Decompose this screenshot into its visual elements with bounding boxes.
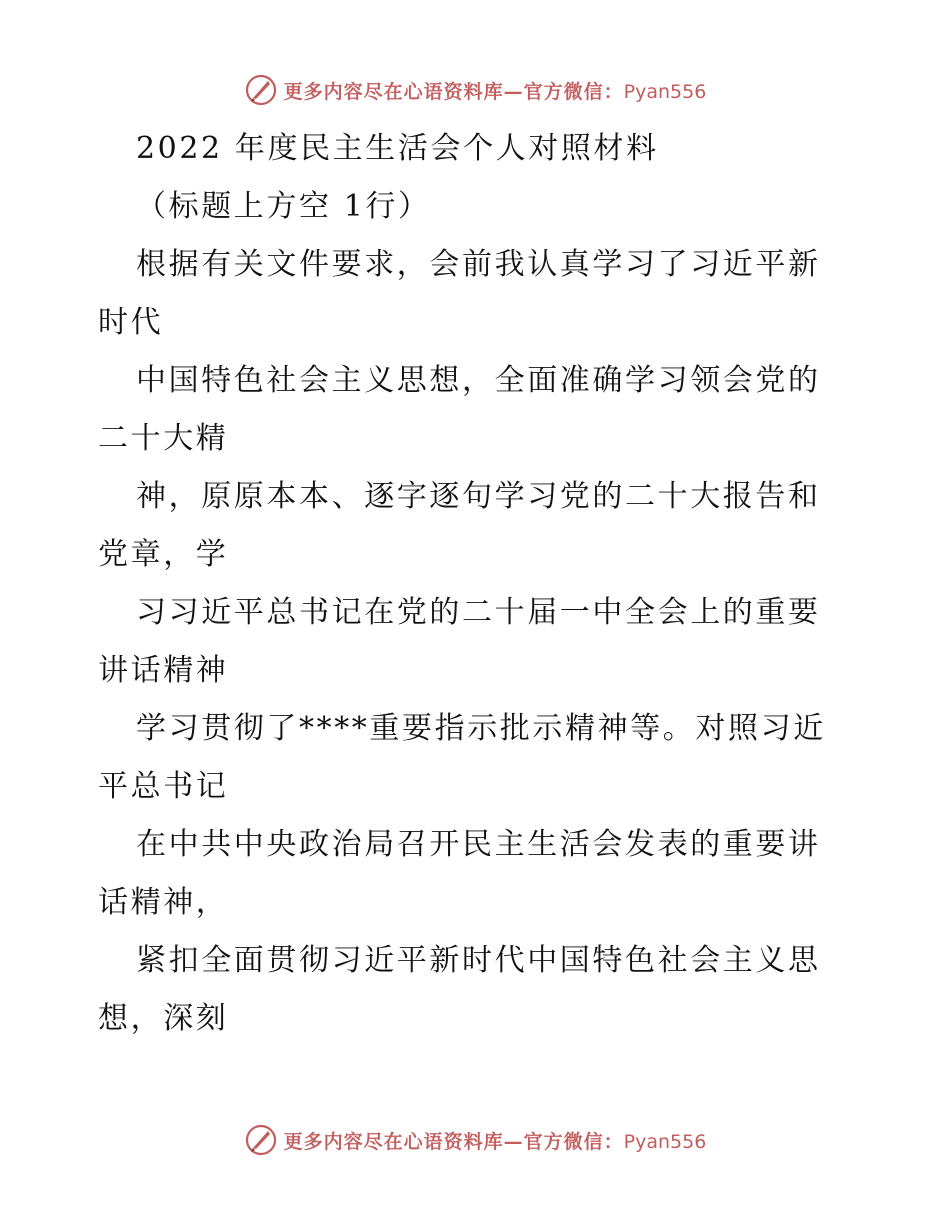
paragraph-line: 学习贯彻了****重要指示批示精神等。对照习近 bbox=[136, 711, 826, 746]
paragraph-line: 习习近平总书记在党的二十届一中全会上的重要 bbox=[136, 595, 821, 630]
paragraph-line: 神，原原本本、逐字逐句学习党的二十大报告和 bbox=[136, 479, 821, 514]
paragraph-line: 中国特色社会主义思想，全面准确学习领会党的 bbox=[136, 363, 821, 398]
quill-pen-icon bbox=[244, 73, 278, 107]
paragraph-line: 二十大精 bbox=[98, 421, 229, 456]
paragraph-line: 在中共中央政治局召开民主生活会发表的重要讲 bbox=[136, 827, 821, 862]
paragraph-line: 话精神， bbox=[98, 885, 229, 920]
header-watermark bbox=[0, 70, 950, 110]
quill-pen-icon bbox=[244, 1123, 278, 1157]
paragraph-line: 党章，学 bbox=[98, 537, 229, 572]
footer-watermark bbox=[0, 1120, 950, 1160]
document-body bbox=[98, 120, 853, 1048]
paragraph-line: 根据有关文件要求，会前我认真学习了习近平新 bbox=[136, 247, 821, 282]
watermark-text: 更多内容尽在心语资料库—官方微信：Pyan556 bbox=[283, 80, 707, 103]
paragraph-line: 想，深刻 bbox=[98, 1001, 229, 1036]
paragraph-line: 平总书记 bbox=[98, 769, 229, 804]
paragraph-line: 讲话精神 bbox=[98, 653, 229, 688]
paragraph-line: 时代 bbox=[98, 305, 164, 340]
watermark-text: 更多内容尽在心语资料库—官方微信：Pyan556 bbox=[283, 1130, 707, 1153]
title-note: （标题上方空 1行） bbox=[136, 189, 431, 224]
paragraph-line: 紧扣全面贯彻习近平新时代中国特色社会主义思 bbox=[136, 943, 821, 978]
document-title: 2022 年度民主生活会个人对照材料 bbox=[136, 131, 659, 166]
